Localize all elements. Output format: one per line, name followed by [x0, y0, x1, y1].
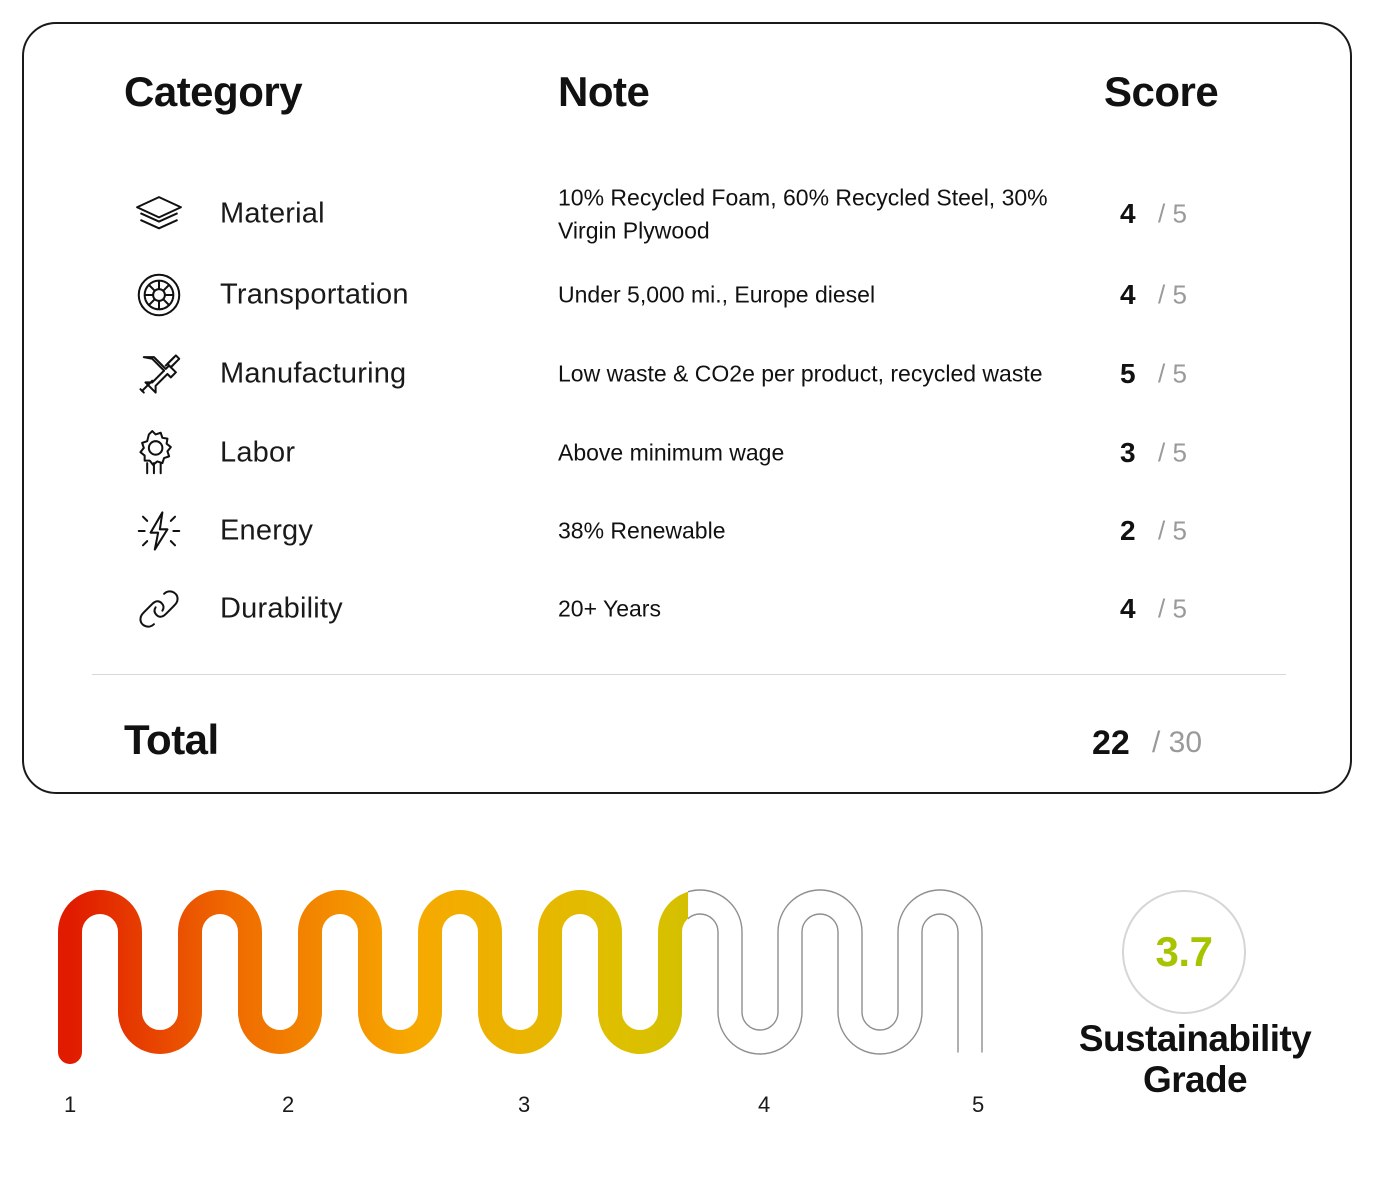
score-max: / 5 — [1158, 593, 1187, 624]
note-text: 38% Renewable — [558, 517, 726, 544]
axis-tick-5: 5 — [972, 1092, 985, 1117]
note-text: 10% Recycled Foam, 60% Recycled Steel, 30% Virgin Plywood — [558, 184, 1048, 243]
grade-value: 3.7 — [1155, 928, 1213, 975]
axis-tick-2: 2 — [282, 1092, 295, 1117]
table-body — [24, 172, 1350, 648]
score-table — [24, 24, 1350, 792]
category-label: Material — [220, 197, 325, 230]
score-max: / 5 — [1158, 198, 1187, 229]
grade-label-line2: Grade — [1143, 1059, 1247, 1101]
note-text: 20+ Years — [558, 595, 661, 622]
layers-icon — [130, 185, 188, 243]
column-header-note: Note — [558, 68, 650, 115]
category-label: Energy — [220, 514, 314, 547]
total-score-max: / 30 — [1152, 726, 1203, 759]
note-text: Above minimum wage — [558, 439, 785, 466]
table-row — [24, 570, 1350, 648]
note-text: Low waste & CO2e per product, recycled waste — [558, 360, 1043, 387]
column-header-score: Score — [1104, 68, 1219, 115]
note-text: Under 5,000 mi., Europe diesel — [558, 281, 876, 308]
gauge-axis — [40, 1092, 1030, 1128]
table-header — [24, 68, 1350, 138]
score-value: 4 — [1120, 198, 1136, 229]
hand-gear-icon — [130, 424, 188, 482]
score-value: 5 — [1120, 358, 1136, 389]
tools-icon — [130, 345, 188, 403]
table-row — [24, 334, 1350, 414]
category-label: Transportation — [220, 278, 409, 311]
score-value: 3 — [1120, 437, 1136, 468]
category-label: Durability — [220, 592, 343, 625]
sustainability-scorecard — [22, 22, 1352, 794]
score-max: / 5 — [1158, 437, 1187, 468]
grade-label — [1030, 1018, 1360, 1101]
gauge-wave — [40, 872, 1030, 1072]
sustainability-gauge — [40, 872, 1030, 1092]
table-divider — [92, 674, 1286, 675]
category-label: Labor — [220, 436, 296, 469]
sustainability-grade — [1030, 890, 1360, 1120]
category-label: Manufacturing — [220, 357, 407, 390]
chain-link-icon — [130, 580, 188, 638]
energy-bolt-icon — [130, 502, 188, 560]
table-row — [24, 172, 1350, 256]
table-row — [24, 256, 1350, 334]
score-value: 2 — [1120, 515, 1136, 546]
axis-tick-4: 4 — [758, 1092, 771, 1117]
score-max: / 5 — [1158, 515, 1187, 546]
total-score-value: 22 — [1092, 724, 1130, 762]
score-max: / 5 — [1158, 279, 1187, 310]
column-header-category: Category — [124, 68, 303, 115]
score-value: 4 — [1120, 279, 1136, 310]
axis-tick-3: 3 — [518, 1092, 531, 1117]
table-row — [24, 414, 1350, 492]
axis-tick-1: 1 — [64, 1092, 77, 1117]
total-label: Total — [124, 716, 219, 763]
score-value: 4 — [1120, 593, 1136, 624]
table-row — [24, 492, 1350, 570]
tire-icon — [130, 266, 188, 324]
grade-circle — [1122, 890, 1246, 1014]
grade-label-line1: Sustainability — [1078, 1018, 1312, 1059]
score-max: / 5 — [1158, 358, 1187, 389]
